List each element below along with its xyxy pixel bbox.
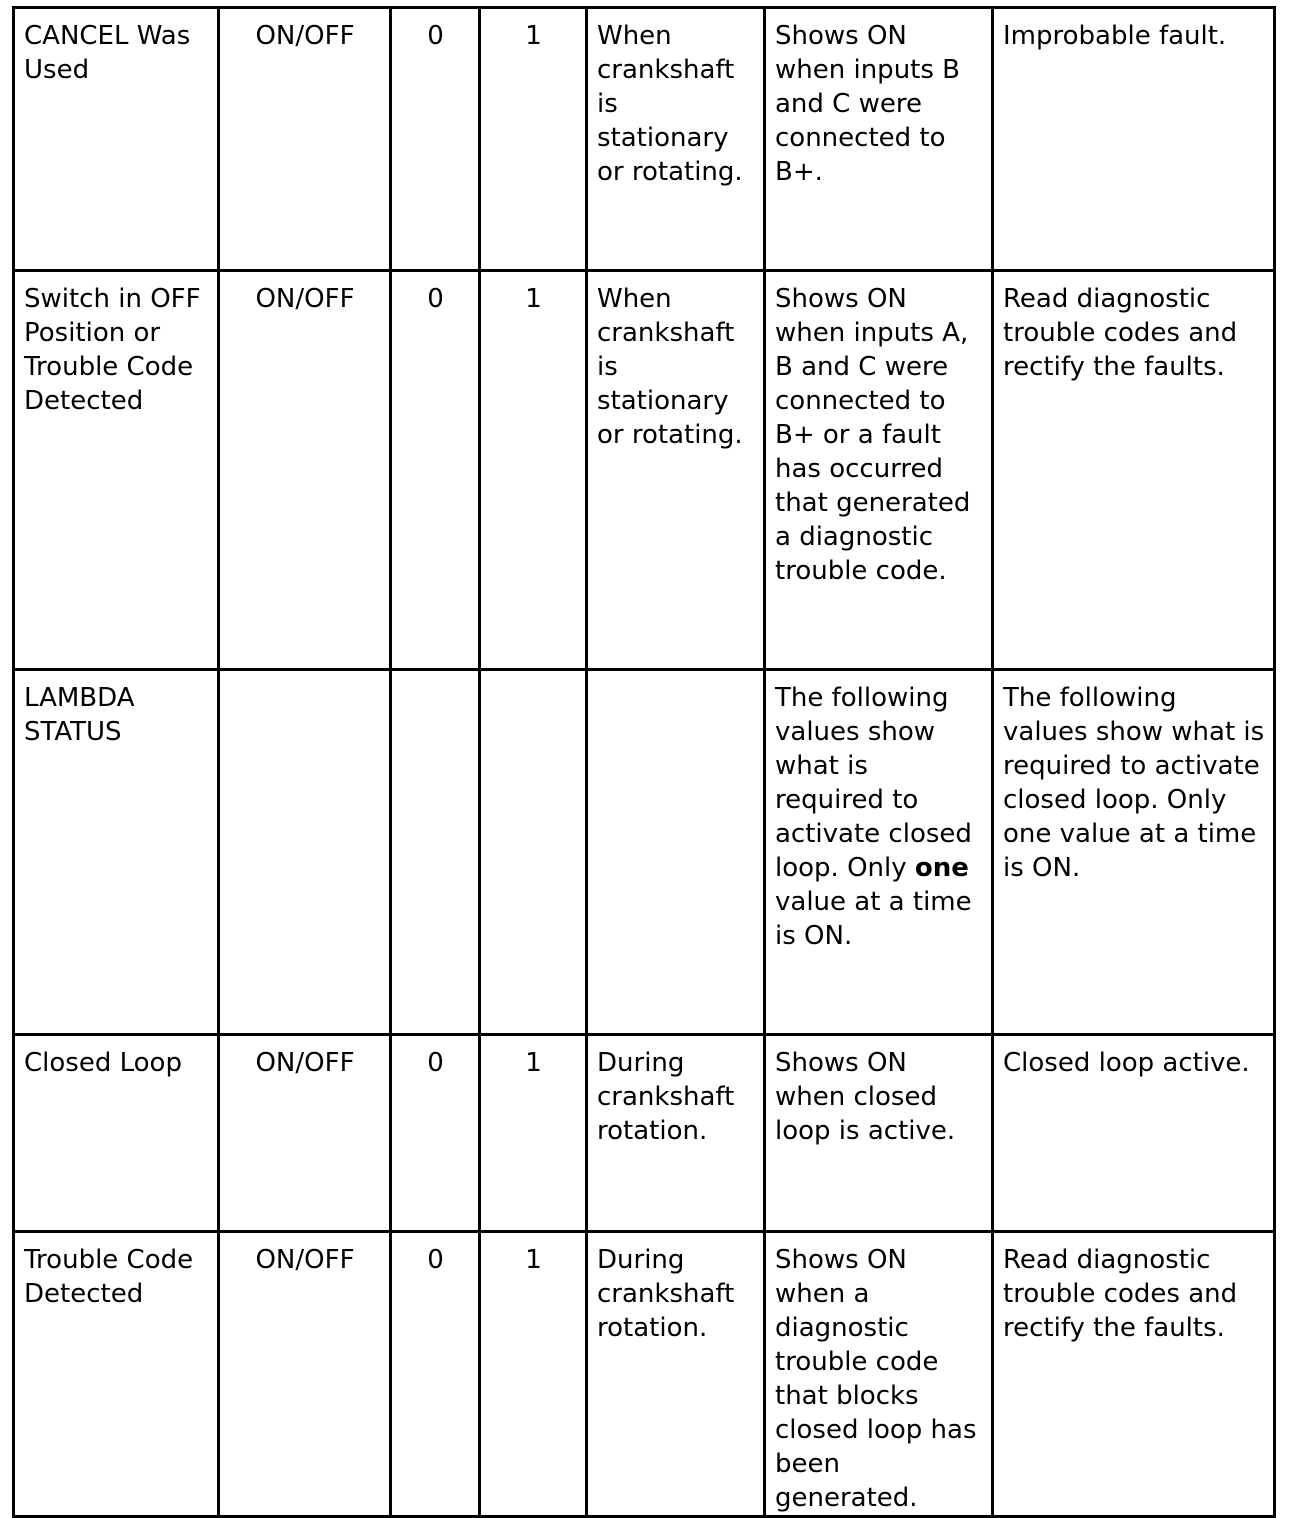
table-row [14, 1232, 1275, 1517]
description-text: The following values show what is required to activate closed loop. Only [775, 683, 972, 883]
table-row [14, 1035, 1275, 1232]
max-value-cell: 1 [480, 1232, 587, 1517]
action-cell: Read diagnostic trouble codes and rectify the faults. [993, 1232, 1275, 1517]
description-cell: Shows ON when inputs A, B and C were connected to B+ or a fault has occurred that generated a diagnostic trouble code. [765, 271, 993, 670]
unit-cell: ON/OFF [219, 8, 391, 271]
parameter-name-cell: Switch in OFF Position or Trouble Code Detected [14, 271, 219, 670]
max-value-cell: 1 [480, 8, 587, 271]
parameter-name-cell: Trouble Code Detected [14, 1232, 219, 1517]
condition-cell [587, 670, 765, 1035]
min-value-cell: 0 [391, 271, 480, 670]
table-row [14, 271, 1275, 670]
diagnostic-parameters-table [12, 6, 1276, 1518]
condition-cell: When crankshaft is stationary or rotating. [587, 271, 765, 670]
action-cell: Improbable fault. [993, 8, 1275, 271]
max-value-cell: 1 [480, 1035, 587, 1232]
condition-cell: During crankshaft rotation. [587, 1232, 765, 1517]
table-row [14, 670, 1275, 1035]
unit-cell: ON/OFF [219, 271, 391, 670]
min-value-cell: 0 [391, 8, 480, 271]
max-value-cell [480, 670, 587, 1035]
description-cell: Shows ON when inputs B and C were connected to B+. [765, 8, 993, 271]
description-cell: Shows ON when closed loop is active. [765, 1035, 993, 1232]
min-value-cell: 0 [391, 1232, 480, 1517]
description-cell [765, 670, 993, 1035]
max-value-cell: 1 [480, 271, 587, 670]
parameter-name-cell: LAMBDA STATUS [14, 670, 219, 1035]
table-row [14, 8, 1275, 271]
action-cell: The following values show what is required to activate closed loop. Only one value at a time is ON. [993, 670, 1275, 1035]
action-cell: Closed loop active. [993, 1035, 1275, 1232]
description-text: value at a time is ON. [775, 887, 972, 951]
min-value-cell: 0 [391, 1035, 480, 1232]
min-value-cell [391, 670, 480, 1035]
unit-cell: ON/OFF [219, 1232, 391, 1517]
unit-cell [219, 670, 391, 1035]
condition-cell: When crankshaft is stationary or rotating. [587, 8, 765, 271]
action-cell: Read diagnostic trouble codes and rectify the faults. [993, 271, 1275, 670]
unit-cell: ON/OFF [219, 1035, 391, 1232]
description-emphasis: one [914, 853, 969, 883]
parameter-name-cell: CANCEL Was Used [14, 8, 219, 271]
condition-cell: During crankshaft rotation. [587, 1035, 765, 1232]
description-cell: Shows ON when a diagnostic trouble code that blocks closed loop has been generated. [765, 1232, 993, 1517]
parameter-name-cell: Closed Loop [14, 1035, 219, 1232]
